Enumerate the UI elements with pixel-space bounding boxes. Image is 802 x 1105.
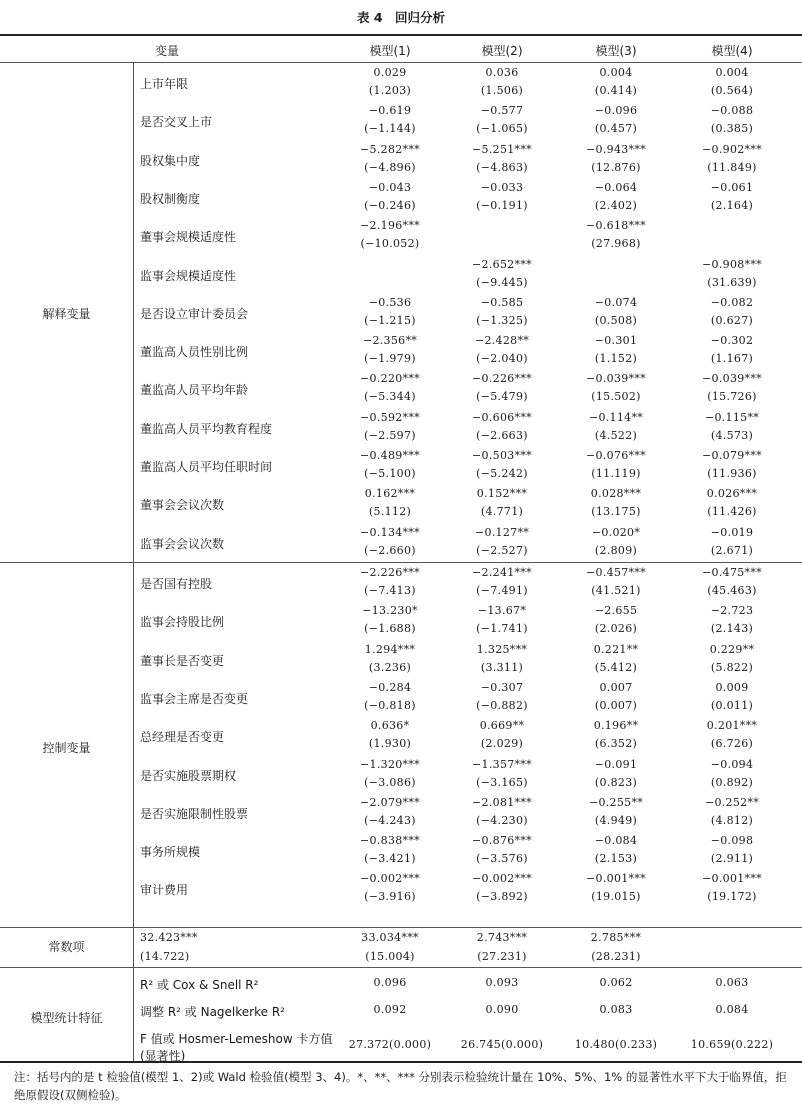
- stat-cell: (−4.243): [364, 813, 416, 827]
- stat-cell: (−1.325): [476, 313, 528, 327]
- row-label: 董监高人员性别比例: [140, 345, 249, 360]
- stat-cell: (4.949): [594, 813, 638, 827]
- coef-cell: −0.001***: [702, 872, 762, 886]
- coef-cell: −0.114**: [588, 410, 644, 424]
- stat-cell: (4.812): [710, 813, 754, 827]
- stat-cell: (2.402): [594, 198, 638, 212]
- row-label: 上市年限: [140, 77, 189, 91]
- stat-value-cell: 0.083: [599, 1003, 633, 1016]
- stat-cell: (−0.882): [476, 698, 528, 712]
- stat-label: F 值或 Hosmer-Lemeshow 卡方值: [140, 1032, 333, 1046]
- coef-cell: 0.007: [599, 680, 633, 694]
- coef-cell: −0.457***: [586, 566, 646, 579]
- coef-cell: −5.251***: [472, 142, 532, 156]
- row-label: 是否交叉上市: [140, 115, 213, 130]
- stat-cell: (1.167): [710, 352, 754, 366]
- stat-cell: (1.506): [480, 84, 524, 97]
- row-label: 是否实施股票期权: [140, 768, 237, 783]
- stat-cell: (12.876): [591, 160, 641, 174]
- coef-cell: −0.902***: [702, 142, 762, 156]
- stat-cell: (11.426): [707, 505, 757, 519]
- header-variable: 变量: [154, 44, 179, 58]
- coef-cell: 1.325***: [476, 642, 528, 656]
- coef-cell: −0.043: [368, 180, 412, 194]
- stat-cell: (2.911): [710, 852, 754, 866]
- stat-cell: (1.203): [368, 84, 412, 97]
- top-rule: [0, 34, 802, 36]
- stat-cell: (0.508): [594, 313, 638, 327]
- stat-cell: (15.726): [707, 390, 757, 404]
- stat-cell: (−3.421): [364, 852, 416, 866]
- coef-cell: −2.655: [594, 604, 638, 618]
- stat-cell: (0.011): [710, 698, 754, 712]
- constant-rule: [0, 967, 802, 968]
- coef-cell: −0.475***: [702, 566, 762, 579]
- stat-cell: (−10.052): [360, 237, 420, 251]
- stat-cell: (2.143): [710, 622, 754, 636]
- stat-cell: (5.412): [594, 660, 638, 674]
- stat-cell: (4.573): [710, 428, 754, 442]
- stat-cell: (−1.215): [364, 313, 416, 327]
- stat-cell: (−2.597): [364, 428, 416, 442]
- stat-cell: (2.809): [594, 543, 638, 557]
- stat-cell: (11.849): [707, 160, 757, 174]
- stat-value-cell: 0.090: [485, 1003, 519, 1016]
- stat-cell: (−5.100): [364, 467, 416, 480]
- stat-cell: (41.521): [591, 584, 641, 597]
- coef-cell: 0.196**: [593, 719, 639, 733]
- row-label: 审计费用: [140, 883, 189, 898]
- row-label: 是否国有控股: [140, 577, 213, 591]
- coef-cell: −2.356**: [362, 334, 418, 348]
- group-explanatory: 解释变量: [42, 307, 91, 321]
- coef-cell: −0.226***: [472, 372, 532, 386]
- stat-label: R² 或 Cox & Snell R²: [140, 978, 259, 992]
- stat-value-cell: 0.062: [599, 976, 633, 989]
- coef-cell: −0.039***: [702, 372, 762, 386]
- coef-cell: −2.196***: [360, 219, 420, 233]
- stat-cell: (−3.165): [476, 775, 528, 789]
- row-label: 董事会规模适度性: [140, 230, 237, 245]
- stat-cell: (6.726): [710, 737, 754, 751]
- header-model-2: 模型(2): [481, 44, 523, 58]
- stat-cell: (0.385): [710, 122, 754, 136]
- stat-value-cell: 0.084: [715, 1003, 749, 1016]
- stat-value-cell: 26.745(0.000): [460, 1038, 544, 1051]
- stat-cell: (0.564): [710, 84, 754, 97]
- stat-cell: (−7.491): [476, 584, 528, 597]
- row-label: 董监高人员平均任职时间: [140, 460, 273, 474]
- coef-cell: −0.002***: [360, 872, 420, 886]
- coef-cell: −0.098: [710, 834, 754, 848]
- coef-cell: 0.201***: [706, 719, 758, 733]
- stat-cell: (−1.688): [364, 622, 416, 636]
- const-coef-cell: 2.743***: [476, 931, 528, 944]
- row-label: 监事会规模适度性: [140, 268, 237, 283]
- stat-value-cell: 10.659(0.222): [690, 1038, 774, 1051]
- const-stat-cell: (27.231): [477, 950, 527, 963]
- bottom-rule: [0, 1061, 802, 1063]
- stat-cell: (3.311): [480, 660, 524, 674]
- stat-cell: (27.968): [591, 237, 641, 251]
- coef-cell: −0.838***: [360, 834, 420, 848]
- coef-cell: −0.255**: [588, 795, 644, 809]
- coef-cell: −0.220***: [360, 372, 420, 386]
- coef-cell: −0.002***: [472, 872, 532, 886]
- stat-cell: (0.627): [710, 313, 754, 327]
- row-label: 股权集中度: [140, 153, 201, 168]
- row-label: 是否设立审计委员会: [140, 306, 249, 321]
- coef-cell: 0.029: [373, 66, 407, 79]
- stat-cell: (1.152): [594, 352, 638, 366]
- coef-cell: 0.026***: [706, 487, 758, 501]
- stat-cell: (−5.242): [476, 467, 528, 480]
- stat-label: 调整 R² 或 Nagelkerke R²: [140, 1005, 285, 1019]
- explanatory-rule: [0, 562, 802, 563]
- stat-cell: (−1.065): [476, 122, 528, 136]
- stat-cell: (5.112): [368, 505, 412, 519]
- coef-cell: −0.082: [710, 295, 754, 309]
- stat-cell: (2.164): [710, 198, 754, 212]
- stat-label-sub: (显著性): [140, 1049, 186, 1063]
- row-label: 董监高人员平均年龄: [140, 383, 249, 398]
- coef-cell: −0.592***: [360, 410, 420, 424]
- coef-cell: −0.876***: [472, 834, 532, 848]
- stat-value-cell: 10.480(0.233): [574, 1038, 658, 1051]
- stat-cell: (2.153): [594, 852, 638, 866]
- stat-cell: (0.823): [594, 775, 638, 789]
- coef-cell: −1.320***: [360, 757, 420, 771]
- coef-cell: −0.577: [480, 104, 524, 118]
- coef-cell: −0.019: [710, 525, 754, 539]
- stat-cell: (−9.445): [476, 275, 528, 289]
- row-label: 监事会持股比例: [140, 615, 225, 630]
- stat-cell: (−4.230): [476, 813, 528, 827]
- coef-cell: −0.127**: [474, 525, 530, 539]
- stat-cell: (45.463): [707, 584, 757, 597]
- control-rule: [0, 927, 802, 928]
- stat-value-cell: 0.096: [373, 976, 407, 989]
- const-coef-cell: 33.034***: [361, 931, 419, 944]
- coef-cell: 0.636*: [370, 719, 410, 733]
- const-stat-cell: (14.722): [140, 950, 190, 963]
- coef-cell: −2.079***: [360, 795, 420, 809]
- coef-cell: 0.028***: [590, 487, 642, 501]
- group-model-stats: 模型统计特征: [30, 1011, 103, 1025]
- coef-cell: −0.302: [710, 334, 754, 348]
- coef-cell: −0.064: [594, 180, 638, 194]
- coef-cell: 0.036: [485, 66, 519, 79]
- stat-cell: (−5.479): [476, 390, 528, 404]
- stat-cell: (11.936): [707, 467, 757, 480]
- const-coef-cell: 2.785***: [590, 931, 642, 944]
- stat-cell: (−2.663): [476, 428, 528, 442]
- stat-cell: (−0.191): [476, 198, 528, 212]
- stat-cell: (−3.892): [476, 890, 528, 904]
- stat-cell: (3.236): [368, 660, 412, 674]
- coef-cell: −2.081***: [472, 795, 532, 809]
- coef-cell: 1.294***: [364, 642, 416, 656]
- header-model-1: 模型(1): [369, 44, 411, 58]
- row-label: 是否实施限制性股票: [140, 806, 249, 821]
- coef-cell: −5.282***: [360, 142, 420, 156]
- coef-cell: 0.009: [715, 680, 749, 694]
- coef-cell: −0.489***: [360, 449, 420, 462]
- coef-cell: −0.908***: [702, 257, 762, 271]
- coef-cell: −0.061: [710, 180, 754, 194]
- stat-value-cell: 27.372(0.000): [348, 1038, 432, 1051]
- stat-cell: (2.029): [480, 737, 524, 751]
- const-stat-cell: (15.004): [365, 950, 415, 963]
- const-stat-cell: (28.231): [591, 950, 641, 963]
- coef-cell: −0.301: [594, 334, 638, 348]
- group-control: 控制变量: [42, 741, 91, 755]
- stat-value-cell: 0.063: [715, 976, 749, 989]
- coef-cell: −0.619: [368, 104, 412, 118]
- coef-cell: −0.091: [594, 757, 638, 771]
- stat-cell: (4.522): [594, 428, 638, 442]
- header-model-4: 模型(4): [711, 44, 753, 58]
- coef-cell: 0.004: [715, 66, 749, 79]
- coef-cell: 0.152***: [476, 487, 528, 501]
- coef-cell: −0.536: [368, 295, 412, 309]
- header-rule: [0, 62, 802, 63]
- stat-cell: (−3.916): [364, 890, 416, 904]
- stat-cell: (6.352): [594, 737, 638, 751]
- coef-cell: −2.723: [710, 604, 754, 618]
- stat-cell: (2.026): [594, 622, 638, 636]
- stat-cell: (−4.896): [364, 160, 416, 174]
- stat-cell: (0.457): [594, 122, 638, 136]
- group-constant: 常数项: [48, 940, 85, 954]
- coef-cell: −0.252**: [704, 795, 760, 809]
- stat-cell: (15.502): [591, 390, 641, 404]
- coef-cell: −0.943***: [586, 142, 646, 156]
- stat-cell: (11.119): [591, 467, 641, 480]
- coef-cell: −0.084: [594, 834, 638, 848]
- stat-cell: (−3.086): [364, 775, 416, 789]
- stat-cell: (−1.741): [476, 622, 528, 636]
- stat-cell: (5.822): [710, 660, 754, 674]
- coef-cell: −0.096: [594, 104, 638, 118]
- stat-value-cell: 0.093: [485, 976, 519, 989]
- stat-cell: (−0.246): [364, 198, 416, 212]
- stat-cell: (−0.818): [364, 698, 416, 712]
- stat-cell: (−1.979): [364, 352, 416, 366]
- stat-cell: (2.671): [710, 543, 754, 557]
- row-label: 董监高人员平均教育程度: [140, 421, 273, 436]
- stat-cell: (1.930): [368, 737, 412, 751]
- stat-cell: (19.015): [591, 890, 641, 904]
- stat-cell: (−5.344): [364, 390, 416, 404]
- coef-cell: −0.079***: [702, 449, 762, 462]
- row-label: 事务所规模: [140, 845, 201, 860]
- stat-cell: (−2.660): [364, 543, 416, 557]
- stat-cell: (−7.413): [364, 584, 416, 597]
- coef-cell: −2.428**: [474, 334, 530, 348]
- row-label: 监事会会议次数: [140, 536, 225, 551]
- coef-cell: −0.074: [594, 295, 638, 309]
- coef-cell: −13.230*: [362, 604, 418, 618]
- header-model-3: 模型(3): [595, 44, 637, 58]
- coef-cell: −2.652***: [472, 257, 532, 271]
- stat-cell: (−2.527): [476, 543, 528, 557]
- coef-cell: −0.033: [480, 180, 524, 194]
- coef-cell: 0.669**: [479, 719, 525, 733]
- coef-cell: −0.001***: [586, 872, 646, 886]
- stat-value-cell: 0.092: [373, 1003, 407, 1016]
- coef-cell: −1.357***: [472, 757, 532, 771]
- row-label: 董事长是否变更: [140, 653, 225, 668]
- stat-cell: (−1.144): [364, 122, 416, 136]
- coef-cell: −0.284: [368, 680, 412, 694]
- table-note: 注：括号内的是 t 检验值(模型 1、2)或 Wald 检验值(模型 3、4)。*、**、*** 分别表示检验统计量在 10%、5%、1% 的显著性水平下大于临界值，拒绝原假设(双侧检验)。: [14, 1070, 787, 1102]
- coef-cell: 0.229**: [709, 642, 755, 656]
- coef-cell: −13.67*: [477, 604, 527, 618]
- coef-cell: −2.241***: [472, 566, 532, 579]
- coef-cell: 0.004: [599, 66, 633, 79]
- coef-cell: 0.162***: [364, 487, 416, 501]
- coef-cell: −0.115**: [704, 410, 760, 424]
- table-title: 表 4 回归分析: [356, 10, 446, 25]
- stat-cell: (0.007): [594, 698, 638, 712]
- stat-cell: (31.639): [707, 275, 757, 289]
- coef-cell: 0.221**: [593, 642, 639, 656]
- stat-cell: (19.172): [707, 890, 757, 904]
- stat-cell: (0.892): [710, 775, 754, 789]
- row-label: 总经理是否变更: [140, 730, 225, 745]
- stat-cell: (13.175): [591, 505, 641, 519]
- stat-cell: (−4.863): [476, 160, 528, 174]
- coef-cell: −0.088: [710, 104, 754, 118]
- coef-cell: −0.020*: [591, 525, 641, 539]
- coef-cell: −0.076***: [586, 449, 646, 462]
- stat-cell: (−3.576): [476, 852, 528, 866]
- coef-cell: −0.618***: [586, 219, 646, 233]
- coef-cell: −0.503***: [472, 449, 532, 462]
- coef-cell: −0.134***: [360, 525, 420, 539]
- coef-cell: −0.094: [710, 757, 754, 771]
- coef-cell: −0.307: [480, 680, 524, 694]
- stat-cell: (4.771): [480, 505, 524, 519]
- const-coef-cell: 32.423***: [140, 931, 198, 944]
- row-label: 董事会会议次数: [140, 498, 225, 513]
- coef-cell: −0.039***: [586, 372, 646, 386]
- row-label: 股权制衡度: [140, 191, 201, 206]
- stat-cell: (0.414): [594, 84, 638, 97]
- coef-cell: −0.585: [480, 295, 524, 309]
- coef-cell: −2.226***: [360, 566, 420, 579]
- row-label: 监事会主席是否变更: [140, 691, 249, 706]
- stat-cell: (−2.040): [476, 352, 528, 366]
- coef-cell: −0.606***: [472, 410, 532, 424]
